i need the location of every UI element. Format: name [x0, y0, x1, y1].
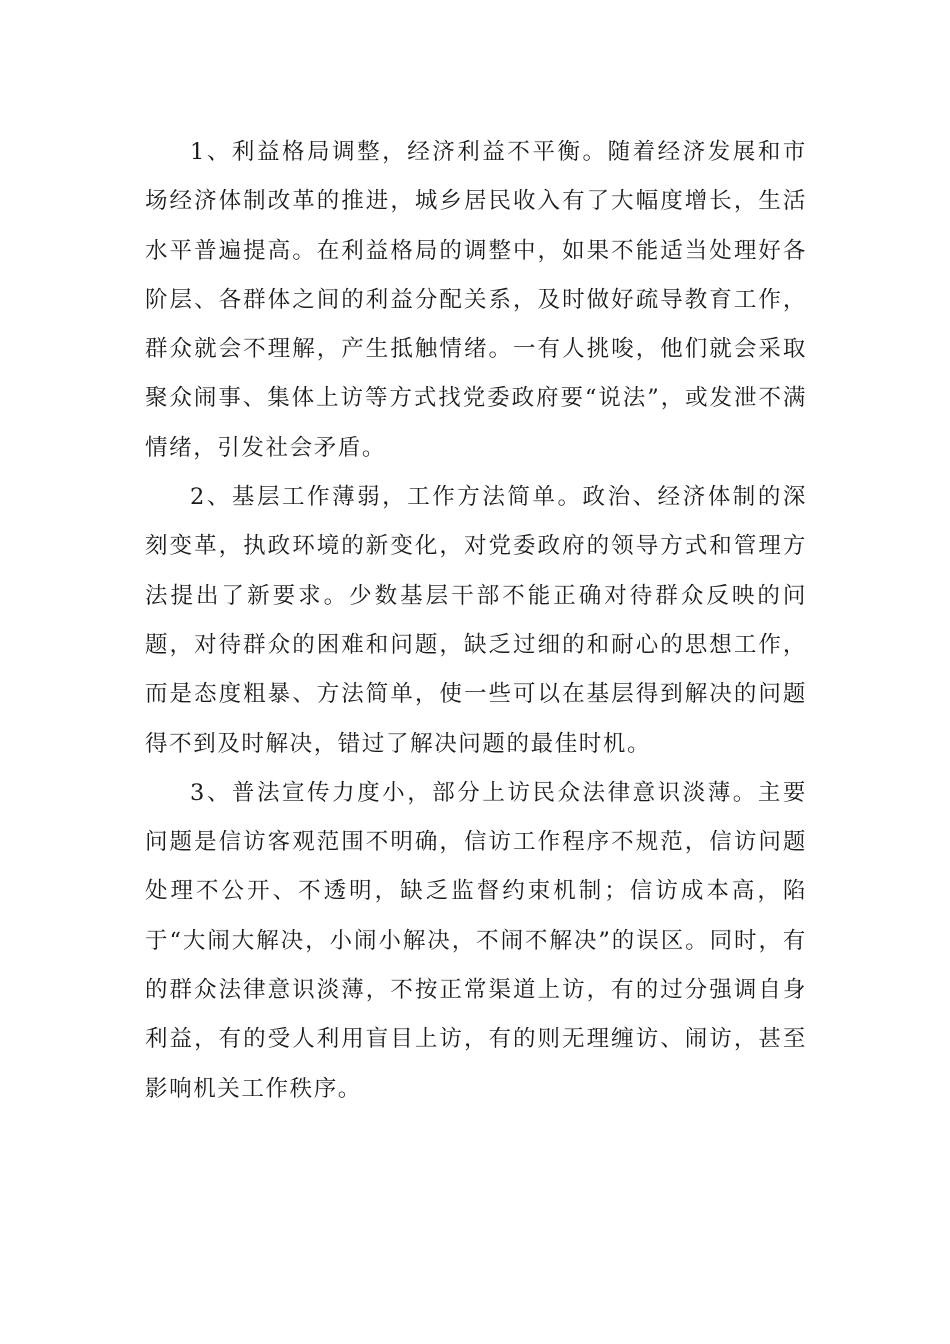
paragraph-2: 2、基层工作薄弱，工作方法简单。政治、经济体制的深刻变革，执政环境的新变化，对党委政府的领导方式和管理方法提出了新要求。少数基层干部不能正确对待群众反映的问题，对待群众的困难和问题，缺乏过细的和耐心的思想工作，而是态度粗暴、方法简单，使一些可以在基层得到解决的问题得不到及时解决，错过了解决问题的最佳时机。: [145, 484, 807, 757]
paragraph-1: 1、利益格局调整，经济利益不平衡。随着经济发展和市场经济体制改革的推进，城乡居民收入有了大幅度增长，生活水平普遍提高。在利益格局的调整中，如果不能适当处理好各阶层、各群体之间的利益分配关系，及时做好疏导教育工作，群众就会不理解，产生抵触情绪。一有人挑唆，他们就会采取聚众闹事、集体上访等方式找党委政府要“说法”，或发泄不满情绪，引发社会矛盾。: [145, 139, 807, 461]
paragraph-3: 3、普法宣传力度小，部分上访民众法律意识淡薄。主要问题是信访客观范围不明确，信访工作程序不规范，信访问题处理不公开、不透明，缺乏监督约束机制；信访成本高，陷于“大闹大解决，小闹小解决，不闹不解决”的误区。同时，有的群众法律意识淡薄，不按正常渠道上访，有的过分强调自身利益，有的受人利用盲目上访，有的则无理缠访、闹访，甚至影响机关工作秩序。: [145, 779, 807, 1102]
document-body: [145, 128, 807, 1114]
